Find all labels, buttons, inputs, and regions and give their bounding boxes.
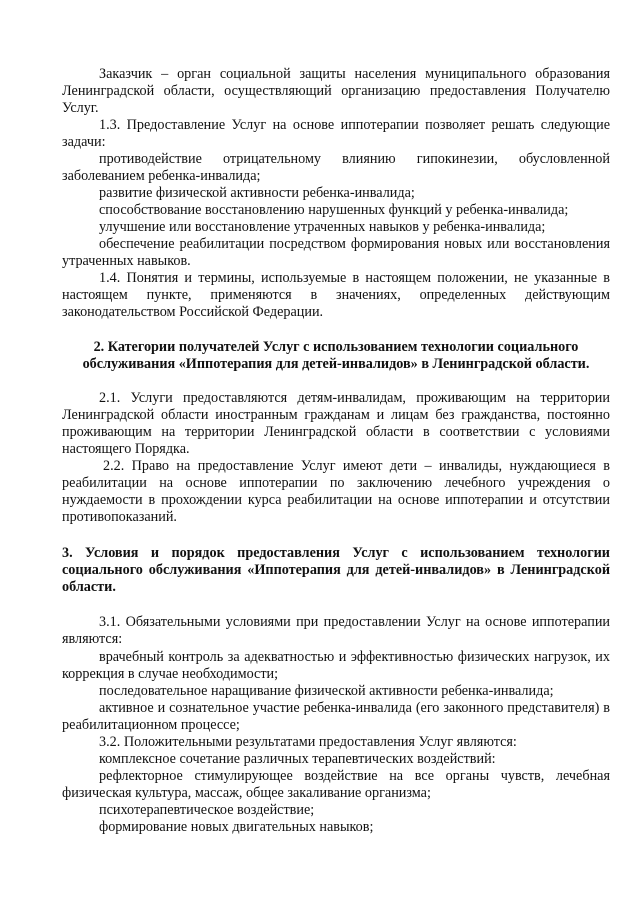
section-2-heading: 2. Категории получателей Услуг с использованием технологии социального обслуживания «Иппотерапия для детей-инвалидов» в Ленинградской области. xyxy=(82,339,590,372)
task-item: развитие физической активности ребенка-инвалида; xyxy=(99,185,415,201)
paragraph-2-1: 2.1. Услуги предоставляются детям-инвалидам, проживающим на территории Ленинградской области иностранным гражданам и лицам без гражданства, постоянно проживающим на территории Ленинградской области в соответствии с условиями настоящего Порядка. xyxy=(62,390,610,457)
task-item: противодействие отрицательному влиянию гипокинезии, обусловленной заболеванием ребенка-инвалида; xyxy=(62,151,610,184)
paragraph-2-2: 2.2. Право на предоставление Услуг имеют дети – инвалиды, нуждающиеся в реабилитации на основе иппотерапии по заключению лечебного учреждения о нуждаемости в прохождении курса реабилитации на основе иппотерапии и отсутствии противопоказаний. xyxy=(62,458,610,525)
result-item: рефлекторное стимулирующее воздействие на все органы чувств, лечебная физическая культура, массаж, общее закаливание организма; xyxy=(62,768,610,801)
paragraph-3-2: 3.2. Положительными результатами предоставления Услуг являются: xyxy=(99,734,517,750)
result-item: формирование новых двигательных навыков; xyxy=(99,819,374,835)
condition-item: активное и сознательное участие ребенка-инвалида (его законного представителя) в реабилитационном процессе; xyxy=(62,700,610,733)
paragraph-1-3: 1.3. Предоставление Услуг на основе иппотерапии позволяет решать следующие задачи: xyxy=(62,117,610,150)
paragraph-3-1: 3.1. Обязательными условиями при предоставлении Услуг на основе иппотерапии являются: xyxy=(62,614,610,647)
section-3-heading: 3. Условия и порядок предоставления Услуг с использованием технологии социального обслуживания «Иппотерапия для детей-инвалидов» в Ленинградской области. xyxy=(62,545,610,595)
paragraph-1-4: 1.4. Понятия и термины, используемые в настоящем положении, не указанные в настоящем пункте, применяются в значениях, определенных действующим законодательством Российской Федерации. xyxy=(62,270,610,320)
task-item: улучшение или восстановление утраченных навыков у ребенка-инвалида; xyxy=(99,219,546,235)
task-item: обеспечение реабилитации посредством формирования новых или восстановления утраченных навыков. xyxy=(62,236,610,269)
customer-definition: Заказчик – орган социальной защиты населения муниципального образования Ленинградской области, осуществляющий организацию предоставления Получателю Услуг. xyxy=(62,66,610,116)
result-item: комплексное сочетание различных терапевтических воздействий: xyxy=(99,751,496,767)
result-item: психотерапевтическое воздействие; xyxy=(99,802,315,818)
condition-item: последовательное наращивание физической активности ребенка-инвалида; xyxy=(99,683,554,699)
condition-item: врачебный контроль за адекватностью и эффективностью физических нагрузок, их коррекция в случае необходимости; xyxy=(62,649,610,682)
task-item: способствование восстановлению нарушенных функций у ребенка-инвалида; xyxy=(99,202,569,218)
